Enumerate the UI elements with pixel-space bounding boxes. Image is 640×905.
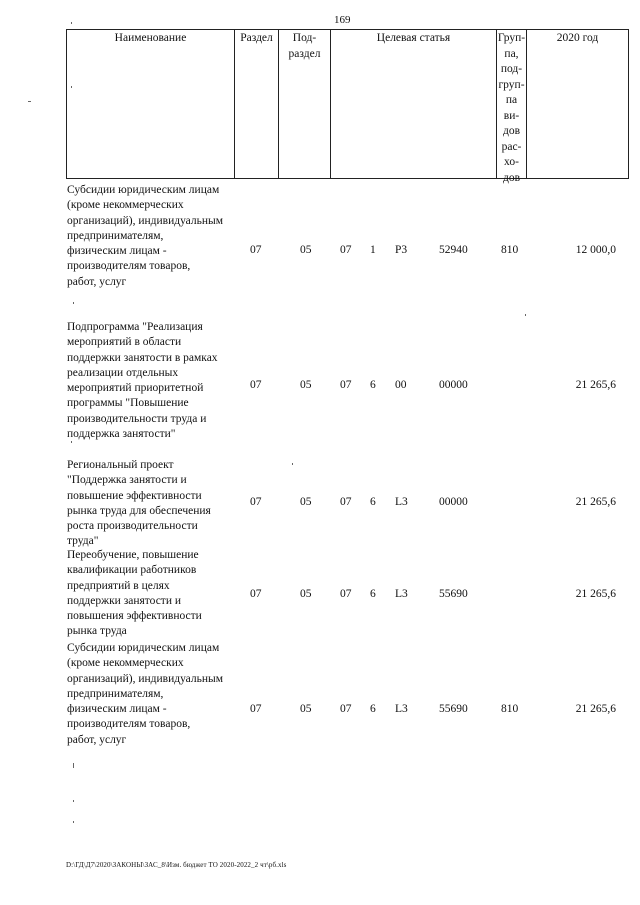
amount-2020: 21 265,6 <box>575 379 616 391</box>
row-name-line: работ, услуг <box>67 275 127 288</box>
target-article-part3: L3 <box>395 588 408 600</box>
header-group-line: дов <box>502 171 521 184</box>
row-name-line: мероприятий в области <box>67 336 182 349</box>
header-expense-group <box>497 30 527 184</box>
target-article-part3: L3 <box>395 703 408 715</box>
header-group-line: дов <box>502 125 521 137</box>
subsection-code: 05 <box>300 496 312 508</box>
row-name-line: Субсидии юридическим лицам <box>67 184 220 196</box>
page-number: 169 <box>334 14 351 26</box>
target-article-part1: 07 <box>340 496 352 508</box>
row-name-line: предприятий в целях <box>67 579 170 592</box>
scan-speck <box>71 22 72 24</box>
footer-file-path: D:\ГД\Д7\2020\ЗАКОНЫ\ЗАС_8\Изм. бюджет ТО 2020-2022_2 чт\рб.xls <box>66 861 287 869</box>
row-name-line: организаций), индивидуальным <box>67 214 224 227</box>
header-subsection-line2: раздел <box>288 47 321 60</box>
row-name-line: физическим лицам - <box>67 245 167 258</box>
section-code: 07 <box>250 244 262 256</box>
target-article-part4: 00000 <box>439 379 468 391</box>
header-target-article: Целевая статья <box>331 30 497 178</box>
row-name-line: поддержки занятости в рамках <box>67 351 218 364</box>
row-name-line: работ, услуг <box>67 733 127 746</box>
scan-speck <box>525 314 526 316</box>
target-article-part4: 52940 <box>439 244 468 256</box>
row-name <box>67 183 247 290</box>
scan-speck <box>71 86 72 88</box>
row-name-line: предпринимателям, <box>67 687 164 700</box>
target-article-part2: 6 <box>370 703 376 715</box>
row-name-line: мероприятий приоритетной <box>67 382 204 395</box>
section-code: 07 <box>250 703 262 715</box>
expense-group-code: 810 <box>501 703 519 715</box>
row-name-line: труда" <box>67 535 99 548</box>
section-code: 07 <box>250 588 262 600</box>
section-code: 07 <box>250 496 262 508</box>
scan-speck <box>71 441 72 443</box>
target-article-part1: 07 <box>340 244 352 256</box>
target-article-part2: 6 <box>370 588 376 600</box>
target-article-part3: P3 <box>395 244 408 256</box>
header-group-line: груп- <box>498 78 525 91</box>
row-name-line: (кроме некоммерческих <box>67 199 184 212</box>
row-name-line: производителям товаров, <box>67 260 191 273</box>
scan-speck <box>73 800 74 802</box>
amount-2020: 21 265,6 <box>575 496 616 508</box>
header-group-lines <box>497 31 526 186</box>
row-name-line: реализации отдельных <box>67 366 179 379</box>
row-name <box>67 548 247 640</box>
expense-group-code: 810 <box>501 244 519 256</box>
row-name-line: производителям товаров, <box>67 718 191 731</box>
row-name-line: (кроме некоммерческих <box>67 657 184 670</box>
amount-2020: 12 000,0 <box>575 244 616 256</box>
header-group-line: па, <box>504 47 519 60</box>
table-header <box>66 29 629 184</box>
row-name-line: рынка труда для обеспечения <box>67 504 211 517</box>
subsection-code: 05 <box>300 588 312 600</box>
target-article-part1: 07 <box>340 379 352 391</box>
amount-2020: 21 265,6 <box>575 588 616 600</box>
row-name-line: поддержки занятости и <box>67 594 182 607</box>
row-name <box>67 458 247 550</box>
row-name <box>67 320 247 442</box>
target-article-part1: 07 <box>340 703 352 715</box>
header-group-line: Груп- <box>497 32 526 44</box>
row-name-line: предпринимателям, <box>67 229 164 242</box>
header-subsection-line1: Под- <box>292 32 317 44</box>
row-name-line: квалификации работников <box>67 564 197 577</box>
target-article-part2: 6 <box>370 379 376 391</box>
row-name-line: роста производительности <box>67 520 198 533</box>
subsection-code: 05 <box>300 703 312 715</box>
target-article-part2: 6 <box>370 496 376 508</box>
scan-speck <box>73 763 74 768</box>
row-name-line: физическим лицам - <box>67 703 167 716</box>
row-name-line: организаций), индивидуальным <box>67 672 224 685</box>
target-article-part4: 00000 <box>439 496 468 508</box>
target-article-part1: 07 <box>340 588 352 600</box>
section-code: 07 <box>250 379 262 391</box>
header-group-line: па ви- <box>503 94 520 122</box>
target-article-part4: 55690 <box>439 703 468 715</box>
row-name-line: рынка труда <box>67 625 127 638</box>
row-name-line: повышения эффективности <box>67 610 202 623</box>
subsection-code: 05 <box>300 379 312 391</box>
scan-speck <box>73 821 74 823</box>
header-name: Наименование <box>67 30 235 178</box>
row-name-line: Переобучение, повышение <box>67 549 199 561</box>
scan-speck <box>28 101 31 102</box>
row-name-line: Региональный проект <box>67 459 174 471</box>
row-name-line: поддержка занятости" <box>67 428 176 441</box>
row-name <box>67 641 247 748</box>
target-article-part2: 1 <box>370 244 376 256</box>
header-group-line: хо- <box>504 156 519 168</box>
target-article-part3: 00 <box>395 379 407 391</box>
row-name-line: "Поддержка занятости и <box>67 474 187 487</box>
row-name-line: повышение эффективности <box>67 489 202 502</box>
header-section: Раздел <box>235 30 279 178</box>
header-year: 2020 год <box>556 32 599 44</box>
header-group-line: под- <box>500 63 523 75</box>
row-name-line: производительности труда и <box>67 412 207 425</box>
row-name-line: Субсидии юридическим лицам <box>67 642 220 654</box>
target-article-part4: 55690 <box>439 588 468 600</box>
scan-speck <box>292 463 293 465</box>
row-name-line: программы "Повышение <box>67 397 189 410</box>
row-name-line: Подпрограмма "Реализация <box>67 321 203 333</box>
header-group-line: рас- <box>501 140 522 153</box>
target-article-part3: L3 <box>395 496 408 508</box>
scan-speck <box>73 302 74 304</box>
header-subsection <box>279 30 331 178</box>
subsection-code: 05 <box>300 244 312 256</box>
amount-2020: 21 265,6 <box>575 703 616 715</box>
